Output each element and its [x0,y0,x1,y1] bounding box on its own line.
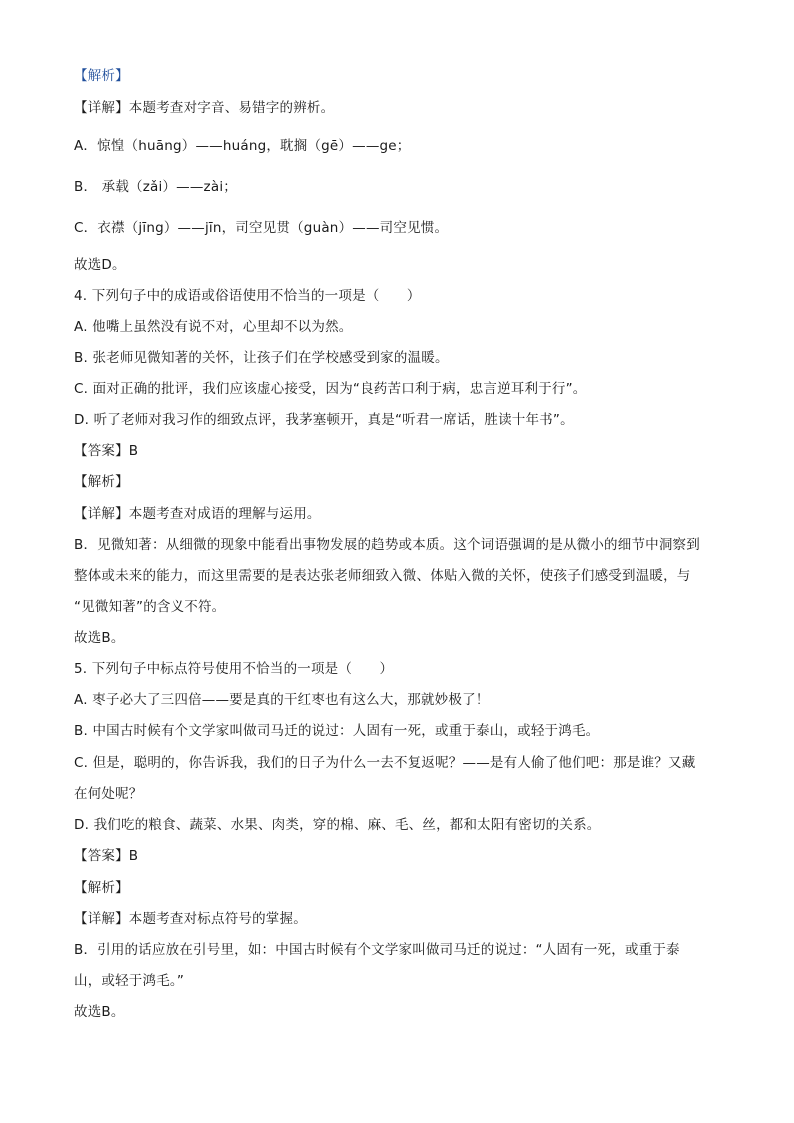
answer-line: 【答案】B [74,443,139,459]
explanation-line: B．见微知著：从细微的现象中能看出事物发展的趋势或本质。这个词语强调的是从微小的细节中洞察到 [74,537,700,553]
detail-line: 【详解】本题考查对成语的理解与运用。 [74,506,321,522]
explanation-line: B．引用的话应放在引号里，如：中国古时候有个文学家叫做司马迁的说过：“人固有一死，或重于泰 [74,942,680,958]
explanation-line: A．惊惶（huāng）——huáng，耽搁（gē）——ge； [74,138,411,154]
question-5-option-c-cont: 在何处呢？ [74,786,143,802]
explanation-line: 山，或轻于鸿毛。” [74,973,185,989]
question-4-option-b: B. 张老师见微知著的关怀，让孩子们在学校感受到家的温暖。 [74,350,449,366]
question-4-option-a: A. 他嘴上虽然没有说不对，心里却不以为然。 [74,319,353,335]
choice-line: 故选B。 [74,630,125,646]
analysis-heading: 【解析】 [74,474,129,490]
explanation-line: 整体或未来的能力，而这里需要的是表达张老师细致入微、体贴入微的关怀，使孩子们感受到温暖，与 [74,568,691,584]
detail-line: 【详解】本题考查对字音、易错字的辨析。 [74,100,335,116]
question-5-option-c: C. 但是，聪明的，你告诉我，我们的日子为什么一去不复返呢？——是有人偷了他们吧：那是谁？又藏 [74,755,696,771]
question-4-option-d: D. 听了老师对我习作的细致点评，我茅塞顿开，真是“听君一席话，胜读十年书”。 [74,412,574,428]
choice-line: 故选D。 [74,257,126,273]
choice-line: 故选B。 [74,1004,125,1020]
question-5-stem: 5. 下列句子中标点符号使用不恰当的一项是（ ） [74,661,394,677]
answer-line: 【答案】B [74,848,139,864]
question-5-option-a: A. 枣子必大了三四倍——要是真的干红枣也有这么大，那就妙极了！ [74,692,490,708]
explanation-line: C．衣襟（jīng）——jīn，司空见贯（guàn）——司空见惯。 [74,220,449,236]
analysis-heading: 【解析】 [74,880,129,896]
detail-line: 【详解】本题考查对标点符号的掌握。 [74,911,307,927]
explanation-line: B． 承载（zǎi）——zài； [74,179,237,195]
question-4-option-c: C. 面对正确的批评，我们应该虚心接受，因为“良药苦口利于病，忠言逆耳利于行”。 [74,381,587,397]
explanation-line: “见微知著”的含义不符。 [74,599,226,615]
question-5-option-d: D. 我们吃的粮食、蔬菜、水果、肉类，穿的棉、麻、毛、丝，都和太阳有密切的关系。 [74,817,601,833]
analysis-heading: 【解析】 [74,68,129,84]
question-5-option-b: B. 中国古时候有个文学家叫做司马迁的说过：人固有一死，或重于泰山，或轻于鸿毛。 [74,723,600,739]
question-4-stem: 4. 下列句子中的成语或俗语使用不恰当的一项是（ ） [74,288,421,304]
